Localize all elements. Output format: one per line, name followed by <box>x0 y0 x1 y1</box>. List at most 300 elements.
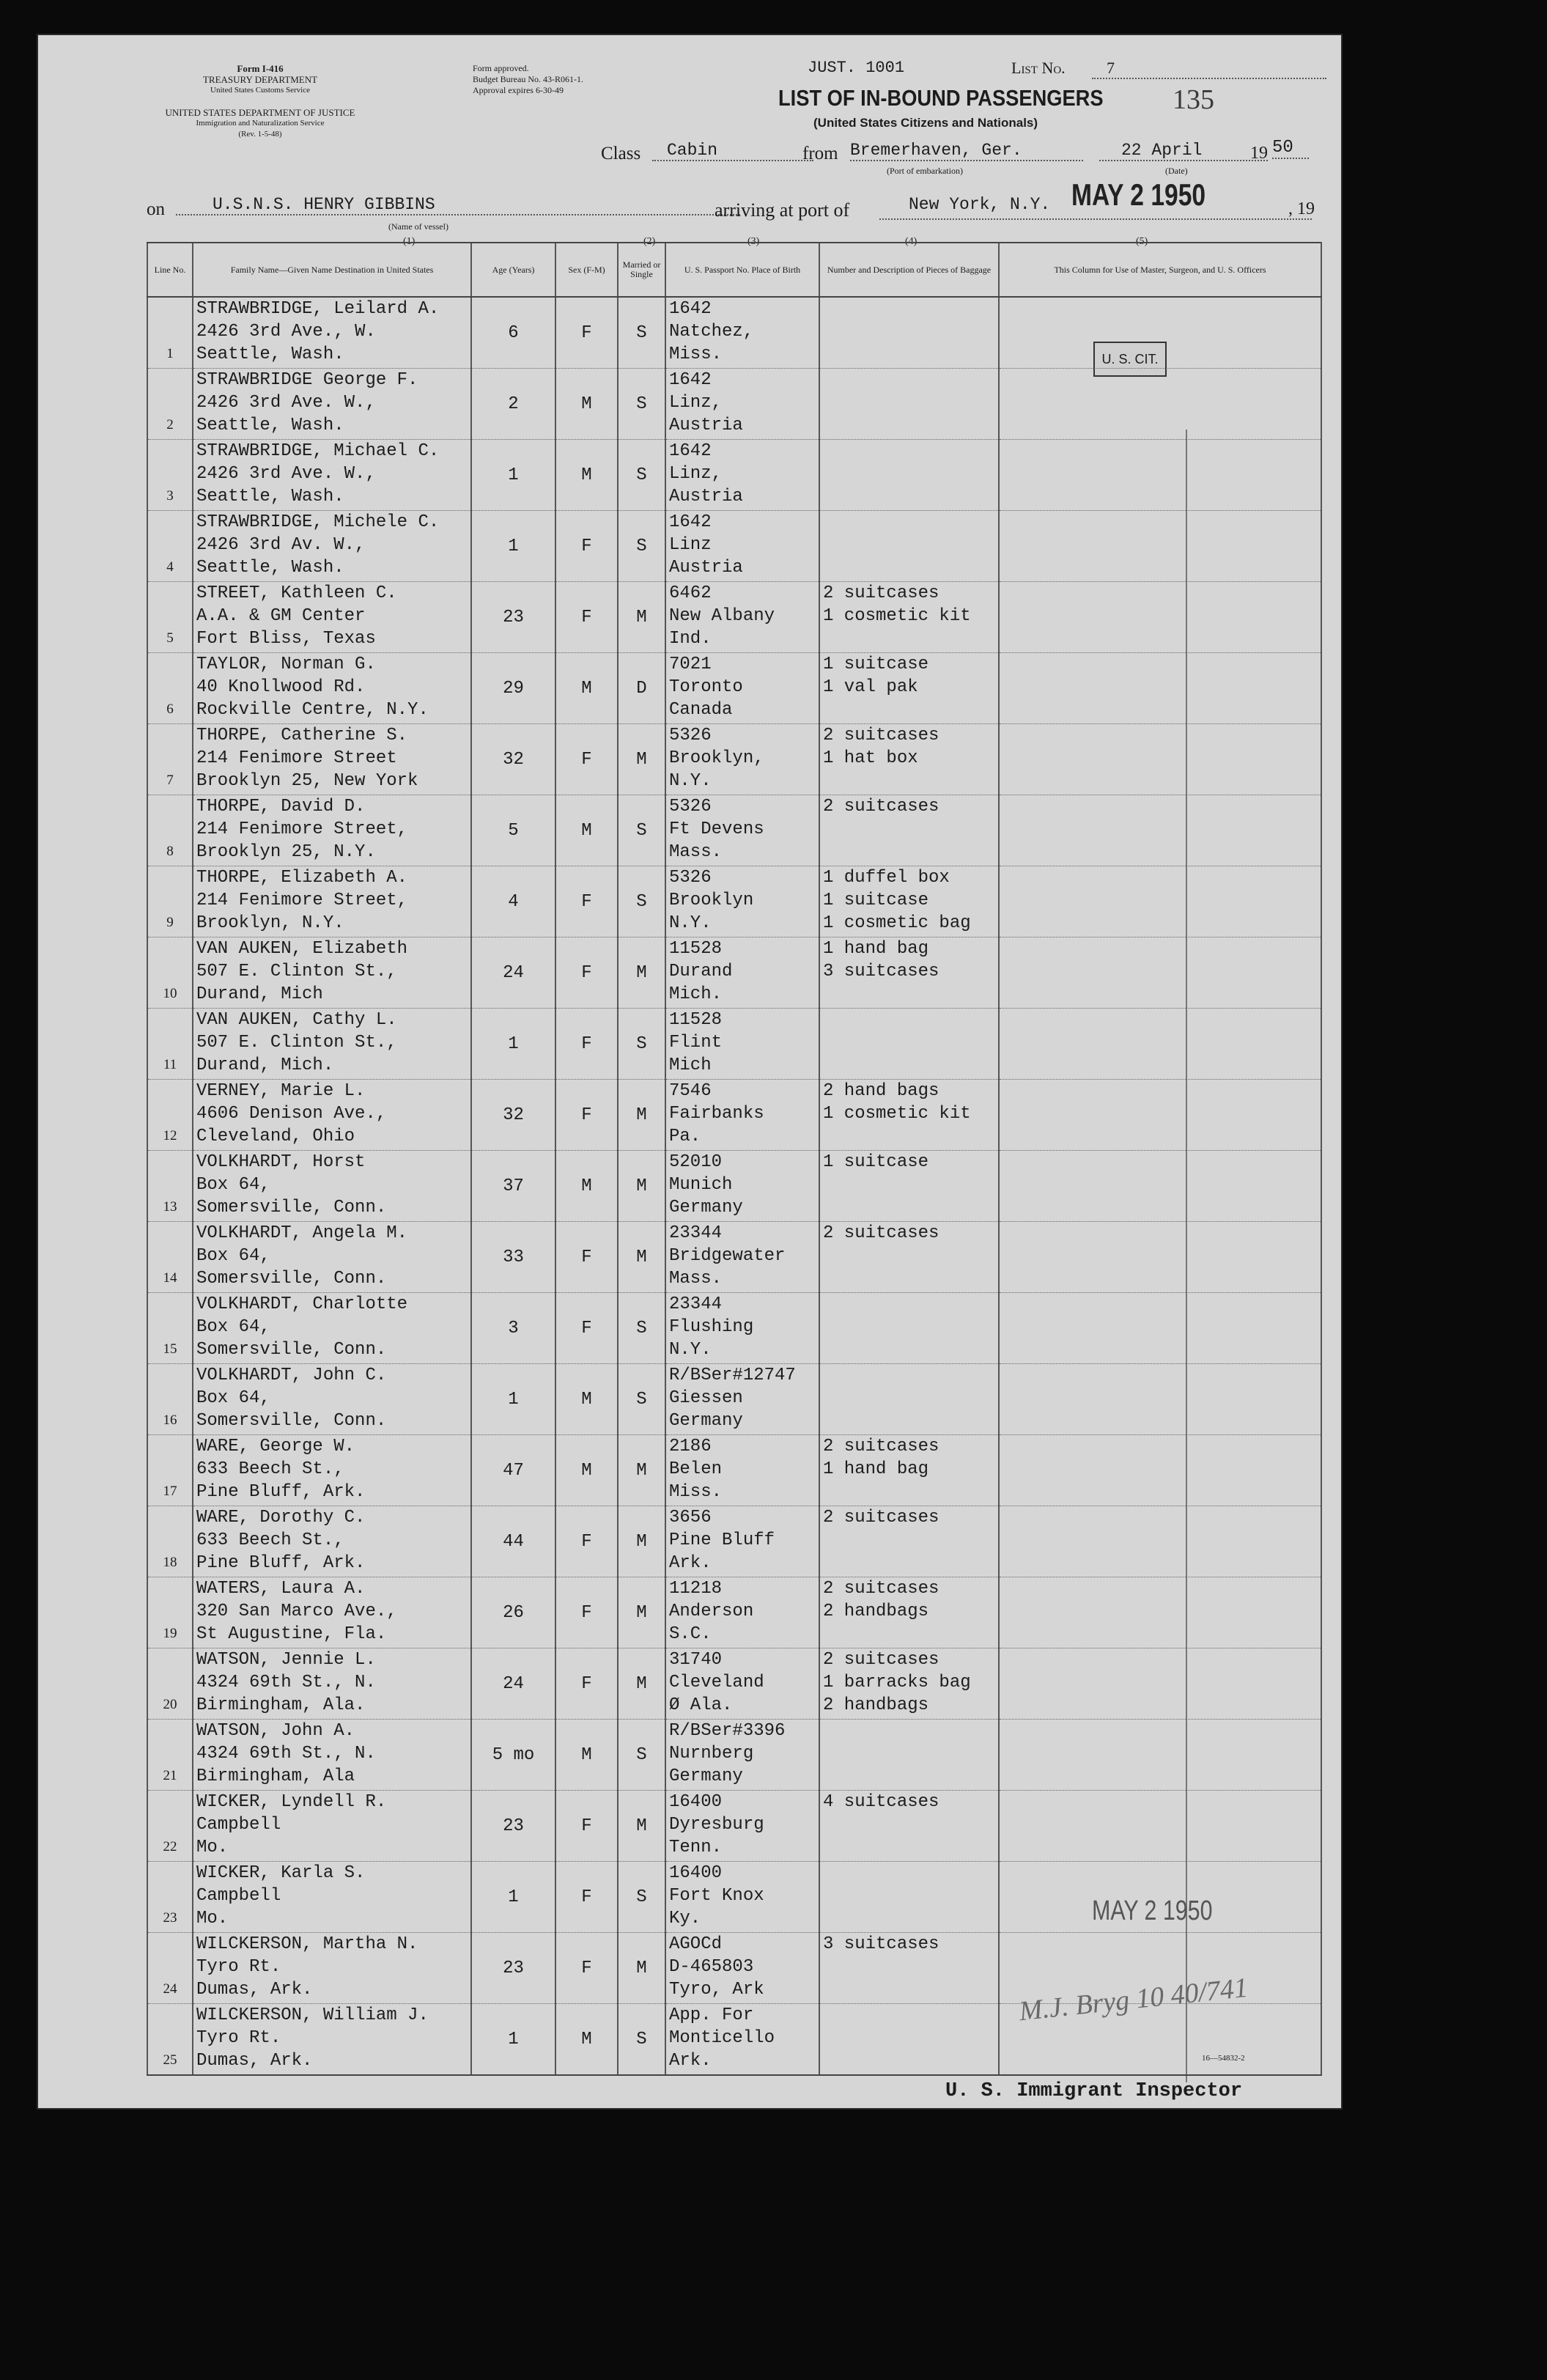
birthplace-city: Brooklyn <box>669 891 754 910</box>
line-number-text: 8 <box>166 844 174 859</box>
embarkation-port: Bremerhaven, Ger. <box>850 141 1083 161</box>
age-value: 32 <box>503 1105 524 1125</box>
age-value: 23 <box>503 607 524 627</box>
officers-cell <box>999 440 1321 511</box>
officers-cell <box>999 1293 1321 1364</box>
officers-cell <box>999 1791 1321 1862</box>
marital-cell <box>618 1933 665 2004</box>
line-number-text: 15 <box>163 1341 177 1357</box>
birthplace-region: Mich <box>669 1055 712 1075</box>
marital-cell <box>618 1720 665 1791</box>
passenger-name-cell <box>193 1648 471 1720</box>
line-number-text: 4 <box>166 559 174 575</box>
officers-cell <box>999 795 1321 866</box>
destination-street: 214 Fenimore Street, <box>196 819 408 839</box>
marital-cell <box>618 653 665 724</box>
line-number-text: 18 <box>163 1555 177 1570</box>
passenger-name-cell <box>193 2004 471 2076</box>
sex-cell <box>555 653 618 724</box>
birthplace-region: Germany <box>669 1411 743 1431</box>
birthplace-region: Ark. <box>669 2051 712 2071</box>
destination-city: Cleveland, Ohio <box>196 1127 355 1146</box>
officers-cell <box>999 2004 1321 2076</box>
birthplace-region: Mass. <box>669 1269 723 1289</box>
birthplace-city: Nurnberg <box>669 1744 754 1764</box>
destination-city: St Augustine, Fla. <box>196 1624 387 1644</box>
birthplace-city: New Albany <box>669 606 775 626</box>
line-number <box>147 1862 193 1933</box>
baggage-cell <box>819 937 999 1009</box>
age-value: 5 mo <box>492 1745 535 1765</box>
destination-city: Seattle, Wash. <box>196 416 344 435</box>
passport-cell <box>665 297 819 369</box>
passport-number: 1642 <box>669 370 712 390</box>
line-number <box>147 1648 193 1720</box>
marital-cell <box>618 1364 665 1435</box>
passport-number: 11528 <box>669 1010 723 1030</box>
passenger-name-cell <box>193 724 471 795</box>
destination-city: Dumas, Ark. <box>196 1980 313 2000</box>
line-number-text: 9 <box>166 915 174 930</box>
destination-city: Brooklyn 25, N.Y. <box>196 842 376 862</box>
destination-street: 320 San Marco Ave., <box>196 1602 397 1621</box>
officers-cell <box>999 582 1321 653</box>
officers-cell <box>999 1933 1321 2004</box>
sex-value: F <box>581 536 592 556</box>
marital-cell <box>618 795 665 866</box>
birthplace-region: Pa. <box>669 1127 701 1146</box>
sex-cell <box>555 297 618 369</box>
age-value: 26 <box>503 1602 524 1623</box>
passport-cell <box>665 653 819 724</box>
age-cell <box>471 1435 555 1506</box>
line-number <box>147 440 193 511</box>
baggage-line: 2 suitcases <box>823 726 939 745</box>
age-value: 47 <box>503 1460 524 1481</box>
passport-cell <box>665 1648 819 1720</box>
marital-cell <box>618 2004 665 2076</box>
baggage-line: 1 hand bag <box>823 939 929 959</box>
sex-cell <box>555 1720 618 1791</box>
marital-value: M <box>636 1531 647 1552</box>
age-cell <box>471 1080 555 1151</box>
age-cell <box>471 1293 555 1364</box>
table-row <box>147 440 1321 511</box>
year-suffix: 50 <box>1272 138 1309 159</box>
line-number <box>147 1009 193 1080</box>
age-value: 37 <box>503 1176 524 1196</box>
destination-city: Dumas, Ark. <box>196 2051 313 2071</box>
passport-number: AGOCd <box>669 1934 723 1954</box>
table-row <box>147 1222 1321 1293</box>
year-end: , 19 <box>1288 199 1315 218</box>
officers-cell <box>999 724 1321 795</box>
col-num: (4) <box>905 236 918 247</box>
passenger-name-cell <box>193 653 471 724</box>
birthplace-city: Cleveland <box>669 1673 764 1692</box>
passenger-table <box>147 242 1322 2076</box>
officers-cell <box>999 1435 1321 1506</box>
table-row <box>147 653 1321 724</box>
passport-cell <box>665 1791 819 1862</box>
marital-value: M <box>636 1816 647 1836</box>
age-value: 2 <box>508 394 519 414</box>
line-number-text: 17 <box>163 1484 177 1499</box>
destination-city: Durand, Mich <box>196 984 323 1004</box>
marital-value: M <box>636 1602 647 1623</box>
birthplace-region: N.Y. <box>669 1340 712 1360</box>
passport-cell <box>665 866 819 937</box>
officers-cell <box>999 1151 1321 1222</box>
marital-value: M <box>636 1176 647 1196</box>
passport-number: 16400 <box>669 1863 723 1883</box>
sex-cell <box>555 1364 618 1435</box>
passport-number: 3656 <box>669 1508 712 1528</box>
birthplace-region: N.Y. <box>669 913 712 933</box>
destination-city: Birmingham, Ala. <box>196 1695 366 1715</box>
from-label: from <box>802 144 838 163</box>
marital-value: S <box>636 1887 647 1907</box>
passport-number: 11218 <box>669 1579 723 1599</box>
baggage-cell <box>819 724 999 795</box>
baggage-cell <box>819 1648 999 1720</box>
passenger-name-cell <box>193 1222 471 1293</box>
line-number-text: 21 <box>163 1768 177 1783</box>
age-value: 6 <box>508 323 519 343</box>
passenger-name-cell <box>193 795 471 866</box>
arrival-date-stamp: MAY 2 1950 <box>1071 177 1206 212</box>
destination-city: Pine Bluff, Ark. <box>196 1482 366 1502</box>
birthplace-city: Bridgewater <box>669 1246 786 1266</box>
passenger-name: VAN AUKEN, Elizabeth <box>196 939 408 959</box>
sex-cell <box>555 724 618 795</box>
page-title: LIST OF IN-BOUND PASSENGERS <box>778 85 1104 111</box>
table-row <box>147 2004 1321 2076</box>
baggage-cell <box>819 1009 999 1080</box>
line-number <box>147 2004 193 2076</box>
passenger-name: TAYLOR, Norman G. <box>196 655 376 674</box>
passenger-name: VOLKHARDT, Charlotte <box>196 1294 408 1314</box>
officers-cell <box>999 653 1321 724</box>
age-cell <box>471 1222 555 1293</box>
passport-number: 31740 <box>669 1650 723 1670</box>
birthplace-region: Ark. <box>669 1553 712 1573</box>
passport-cell <box>665 1506 819 1577</box>
table-row <box>147 795 1321 866</box>
line-number <box>147 1791 193 1862</box>
page-number-stamp: 135 <box>1173 84 1214 115</box>
justice-label: UNITED STATES DEPARTMENT OF JUSTICE <box>165 107 355 118</box>
baggage-line: 2 handbags <box>823 1602 929 1621</box>
year-prefix: 19 <box>1250 144 1268 163</box>
list-no-label: List No. <box>1011 59 1066 77</box>
sex-cell <box>555 2004 618 2076</box>
table-row <box>147 511 1321 582</box>
age-cell <box>471 582 555 653</box>
marital-cell <box>618 297 665 369</box>
destination-city: Durand, Mich. <box>196 1055 334 1075</box>
marital-cell <box>618 1506 665 1577</box>
baggage-cell <box>819 1933 999 2004</box>
sex-cell <box>555 582 618 653</box>
baggage-line: 3 suitcases <box>823 1934 939 1954</box>
baggage-cell <box>819 1080 999 1151</box>
age-cell <box>471 653 555 724</box>
officers-cell <box>999 866 1321 937</box>
passenger-name: VOLKHARDT, Horst <box>196 1152 366 1172</box>
table-row <box>147 724 1321 795</box>
sex-value: F <box>581 1318 592 1338</box>
passenger-name-cell <box>193 1791 471 1862</box>
officers-cell <box>999 1364 1321 1435</box>
sex-value: M <box>581 820 592 841</box>
list-no-value: 7 <box>1092 59 1326 79</box>
passport-cell <box>665 724 819 795</box>
destination-street: 4324 69th St., N. <box>196 1744 376 1764</box>
table-row <box>147 1791 1321 1862</box>
destination-city: Somersville, Conn. <box>196 1198 387 1217</box>
age-cell <box>471 1151 555 1222</box>
table-header-row <box>147 243 1321 297</box>
passport-number: 23344 <box>669 1294 723 1314</box>
line-number <box>147 1222 193 1293</box>
age-value: 32 <box>503 749 524 770</box>
table-row <box>147 1862 1321 1933</box>
destination-street: 4606 Denison Ave., <box>196 1104 387 1124</box>
marital-cell <box>618 1009 665 1080</box>
passenger-name: WICKER, Lyndell R. <box>196 1792 387 1812</box>
line-number <box>147 1364 193 1435</box>
line-number <box>147 1435 193 1506</box>
passport-cell <box>665 1577 819 1648</box>
marital-value: S <box>636 2029 647 2049</box>
line-number-text: 12 <box>163 1128 177 1143</box>
destination-street: 633 Beech St., <box>196 1530 344 1550</box>
line-number <box>147 1720 193 1791</box>
passport-number: 1642 <box>669 512 712 532</box>
sex-cell <box>555 1222 618 1293</box>
birthplace-region: N.Y. <box>669 771 712 791</box>
baggage-line: 1 cosmetic bag <box>823 913 971 933</box>
baggage-cell <box>819 297 999 369</box>
baggage-line: 1 suitcase <box>823 891 929 910</box>
table-row <box>147 1293 1321 1364</box>
col-num: (1) <box>403 236 416 247</box>
birthplace-city: Durand <box>669 962 733 981</box>
birthplace-city: Munich <box>669 1175 733 1195</box>
passenger-name: VOLKHARDT, John C. <box>196 1366 387 1385</box>
table-row <box>147 297 1321 369</box>
baggage-cell <box>819 369 999 440</box>
marital-cell <box>618 511 665 582</box>
marital-value: M <box>636 607 647 627</box>
age-cell <box>471 1009 555 1080</box>
passenger-name-cell <box>193 1577 471 1648</box>
passport-cell <box>665 511 819 582</box>
baggage-cell <box>819 582 999 653</box>
marital-cell <box>618 1293 665 1364</box>
sex-value: F <box>581 749 592 770</box>
sex-value: F <box>581 1887 592 1907</box>
age-value: 1 <box>508 1034 519 1054</box>
table-row <box>147 866 1321 937</box>
marital-value: S <box>636 1034 647 1054</box>
arrival-port: New York, N.Y. <box>909 195 1051 214</box>
passport-number: 5326 <box>669 726 712 745</box>
baggage-line: 1 barracks bag <box>823 1673 971 1692</box>
birthplace-city: Anderson <box>669 1602 754 1621</box>
passport-number: 1642 <box>669 299 712 319</box>
baggage-line: 2 suitcases <box>823 1650 939 1670</box>
inspector-signature: M.J. Bryg 10 40/741 <box>1017 1972 1249 2027</box>
rev-label: (Rev. 1-5-48) <box>238 130 282 139</box>
destination-street: Tyro Rt. <box>196 2028 281 2048</box>
marital-cell <box>618 440 665 511</box>
baggage-line: 1 hand bag <box>823 1459 929 1479</box>
passenger-name: STRAWBRIDGE, Michael C. <box>196 441 440 461</box>
line-number-text: 3 <box>166 488 174 504</box>
arrival-underline <box>879 218 1312 220</box>
marital-value: M <box>636 1247 647 1267</box>
passenger-name-cell <box>193 1151 471 1222</box>
sex-cell <box>555 937 618 1009</box>
sex-value: M <box>581 1460 592 1481</box>
destination-city: Somersville, Conn. <box>196 1411 387 1431</box>
age-cell <box>471 1648 555 1720</box>
class-label: Class <box>601 144 641 163</box>
sex-value: M <box>581 1389 592 1410</box>
sex-value: M <box>581 1745 592 1765</box>
line-number <box>147 582 193 653</box>
baggage-line: 1 cosmetic kit <box>823 606 971 626</box>
passenger-name: VERNEY, Marie L. <box>196 1081 366 1101</box>
destination-street: 2426 3rd Av. W., <box>196 535 366 555</box>
birthplace-city: Belen <box>669 1459 723 1479</box>
sex-cell <box>555 1933 618 2004</box>
baggage-line: 2 hand bags <box>823 1081 939 1101</box>
destination-street: Box 64, <box>196 1175 270 1195</box>
destination-city: Brooklyn 25, New York <box>196 771 418 791</box>
line-number <box>147 297 193 369</box>
marital-value: S <box>636 891 647 912</box>
passenger-name: WARE, Dorothy C. <box>196 1508 366 1528</box>
baggage-line: 1 cosmetic kit <box>823 1104 971 1124</box>
sex-value: F <box>581 962 592 983</box>
destination-street: Tyro Rt. <box>196 1957 281 1977</box>
age-cell <box>471 511 555 582</box>
birthplace-city: Fort Knox <box>669 1886 764 1906</box>
passenger-name: STRAWBRIDGE, Michele C. <box>196 512 440 532</box>
passenger-name: WILCKERSON, William J. <box>196 2005 429 2025</box>
passport-cell <box>665 1720 819 1791</box>
line-number-text: 10 <box>163 986 177 1001</box>
passport-cell <box>665 582 819 653</box>
passport-number: 5326 <box>669 797 712 817</box>
line-number-text: 5 <box>166 630 174 646</box>
marital-value: S <box>636 323 647 343</box>
birthplace-region: Germany <box>669 1766 743 1786</box>
birthplace-region: Ø Ala. <box>669 1695 733 1715</box>
passenger-name-cell <box>193 1933 471 2004</box>
destination-street: 2426 3rd Ave., W. <box>196 322 376 342</box>
marital-value: M <box>636 1460 647 1481</box>
passport-number: R/BSer#12747 <box>669 1366 796 1385</box>
destination-street: 4324 69th St., N. <box>196 1673 376 1692</box>
sex-value: F <box>581 1958 592 1978</box>
line-number <box>147 1293 193 1364</box>
baggage-line: 2 handbags <box>823 1695 929 1715</box>
passenger-name: WARE, George W. <box>196 1437 355 1456</box>
table-row <box>147 1364 1321 1435</box>
line-number-text: 1 <box>166 346 174 361</box>
passport-cell <box>665 1151 819 1222</box>
col-header-officers: This Column for Use of Master, Surgeon, and U. S. Officers <box>999 243 1321 297</box>
age-value: 1 <box>508 536 519 556</box>
passport-number: App. For <box>669 2005 754 2025</box>
date-caption: (Date) <box>1165 166 1188 176</box>
marital-value: S <box>636 1389 647 1410</box>
birthplace-city: Pine Bluff <box>669 1530 775 1550</box>
birthplace-region: Tenn. <box>669 1838 723 1857</box>
marital-value: S <box>636 394 647 414</box>
sex-cell <box>555 369 618 440</box>
sex-value: F <box>581 1034 592 1054</box>
sex-value: M <box>581 678 592 699</box>
col-header-married: Married or Single <box>618 243 665 297</box>
age-cell <box>471 297 555 369</box>
line-number <box>147 1577 193 1648</box>
line-number-text: 20 <box>163 1697 177 1712</box>
destination-city: Mo. <box>196 1838 229 1857</box>
passenger-name: VAN AUKEN, Cathy L. <box>196 1010 397 1030</box>
passenger-name-cell <box>193 866 471 937</box>
passenger-name-cell <box>193 1720 471 1791</box>
age-value: 24 <box>503 1673 524 1694</box>
baggage-line: 2 suitcases <box>823 1437 939 1456</box>
age-value: 1 <box>508 465 519 485</box>
passenger-name: STREET, Kathleen C. <box>196 583 397 603</box>
line-number <box>147 1506 193 1577</box>
birthplace-city: Linz, <box>669 393 723 413</box>
passport-number: 23344 <box>669 1223 723 1243</box>
sex-cell <box>555 866 618 937</box>
passport-number: 5326 <box>669 868 712 888</box>
birthplace-region: Austria <box>669 416 743 435</box>
approval-line: Approval expires 6-30-49 <box>473 85 564 95</box>
age-cell <box>471 1791 555 1862</box>
destination-street: 2426 3rd Ave. W., <box>196 393 376 413</box>
passport-cell <box>665 2004 819 2076</box>
baggage-line: 2 suitcases <box>823 1508 939 1528</box>
passenger-name: WICKER, Karla S. <box>196 1863 366 1883</box>
officers-cell <box>999 1222 1321 1293</box>
destination-street: 214 Fenimore Street <box>196 748 397 768</box>
sex-value: F <box>581 1531 592 1552</box>
line-number <box>147 724 193 795</box>
officers-cell <box>999 1080 1321 1151</box>
baggage-cell <box>819 795 999 866</box>
age-value: 1 <box>508 1887 519 1907</box>
table-row <box>147 582 1321 653</box>
line-number-text: 14 <box>163 1270 177 1286</box>
passport-cell <box>665 440 819 511</box>
age-cell <box>471 1506 555 1577</box>
passenger-name-cell <box>193 582 471 653</box>
just-stamp: JUST. 1001 <box>808 59 905 77</box>
customs-label: United States Customs Service <box>210 86 310 95</box>
passport-cell <box>665 937 819 1009</box>
inspector-title: U. S. Immigrant Inspector <box>945 2080 1243 2102</box>
